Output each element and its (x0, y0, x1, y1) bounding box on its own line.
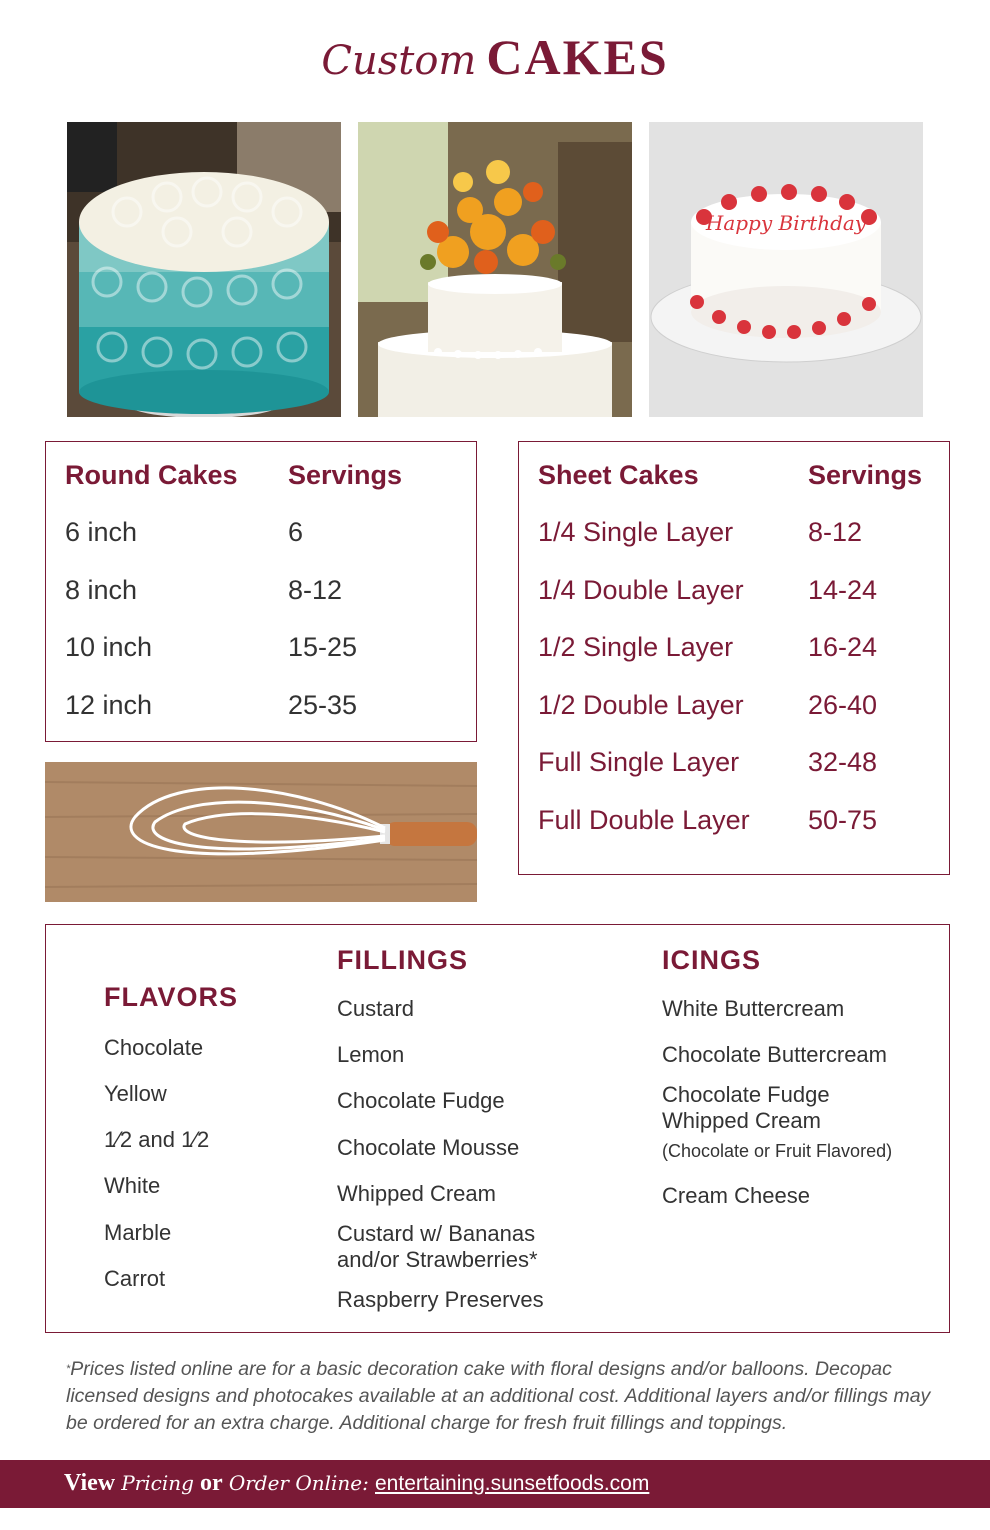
list-item: Custard (337, 996, 415, 1021)
page-header (0, 28, 990, 86)
list-item: White Buttercream (662, 996, 845, 1021)
list-item: Chocolate (104, 1035, 204, 1060)
list-item: and/or Strawberries* (337, 1247, 538, 1272)
fillings-heading: FILLINGS (337, 945, 468, 975)
photo-floral-wedding-cake (358, 122, 632, 417)
list-item: Custard w/ Bananas (337, 1221, 536, 1246)
list-item: Whipped Cream (337, 1181, 496, 1206)
footer-view: View (64, 1470, 116, 1496)
list-item: Lemon (337, 1042, 405, 1067)
footer-order-online: Order Online: (228, 1471, 369, 1495)
list-item: Raspberry Preserves (337, 1287, 544, 1312)
photo-whisk (45, 762, 477, 902)
photo-birthday-cake (649, 122, 923, 417)
list-item: White (104, 1173, 161, 1198)
footer-url-link[interactable]: entertaining.sunsetfoods.com (375, 1472, 650, 1495)
list-item: Cream Cheese (662, 1183, 810, 1208)
list-item: Chocolate Buttercream (662, 1042, 887, 1067)
list-item: Carrot (104, 1266, 166, 1291)
round-cakes-table: Round Cakes Servings 6 inch 6 8 inch 8-12 10 inch 15-25 12 inch 25-35 (65, 460, 403, 720)
sheet-servings-heading: Servings (808, 460, 923, 490)
list-item: (Chocolate or Fruit Flavored) (662, 1141, 893, 1161)
page-title: CAKES (486, 29, 669, 85)
footer-or: or (200, 1470, 223, 1496)
photo-ombre-cake (67, 122, 341, 417)
flavors-heading: FLAVORS (104, 982, 238, 1012)
list-item: 1⁄2 and 1⁄2 (104, 1127, 210, 1152)
sheet-cakes-table: Sheet Cakes Servings 1/4 Single Layer 8-12 1/4 Double Layer 14-24 1/2 Single Layer 16-24 1/2 Double Layer 26-40 Full Single Layer 32-48 Full Double Layer 50-75 (538, 460, 923, 835)
icings-heading: ICINGS (662, 945, 762, 975)
list-item: Chocolate Fudge (337, 1088, 505, 1113)
list-item: Chocolate Fudge (662, 1082, 830, 1107)
title-script: Custom (321, 38, 477, 84)
footer-pricing: Pricing (121, 1471, 194, 1495)
list-item: Marble (104, 1220, 172, 1245)
footnote-mark: * (66, 1363, 71, 1375)
round-cakes-heading: Round Cakes (65, 460, 238, 490)
footer-bar (0, 1460, 990, 1508)
footnote-text: Prices listed online are for a basic decoration cake with floral designs and/or balloons. Decopac licensed designs and photocakes available at an additional cost. Additional layers and/or fillings may be ordered for an extra charge. Additional charge for fresh fruit fillings and toppings. (66, 1358, 931, 1434)
sheet-cakes-heading: Sheet Cakes (538, 460, 699, 490)
footnote (66, 1356, 946, 1437)
list-item: Yellow (104, 1081, 167, 1106)
footer-text (64, 1470, 649, 1497)
list-item: Whipped Cream (662, 1108, 821, 1133)
list-item: Chocolate Mousse (337, 1135, 520, 1160)
round-servings-heading: Servings (288, 460, 403, 490)
birthday-photo-text: Happy Birthday (705, 211, 867, 235)
